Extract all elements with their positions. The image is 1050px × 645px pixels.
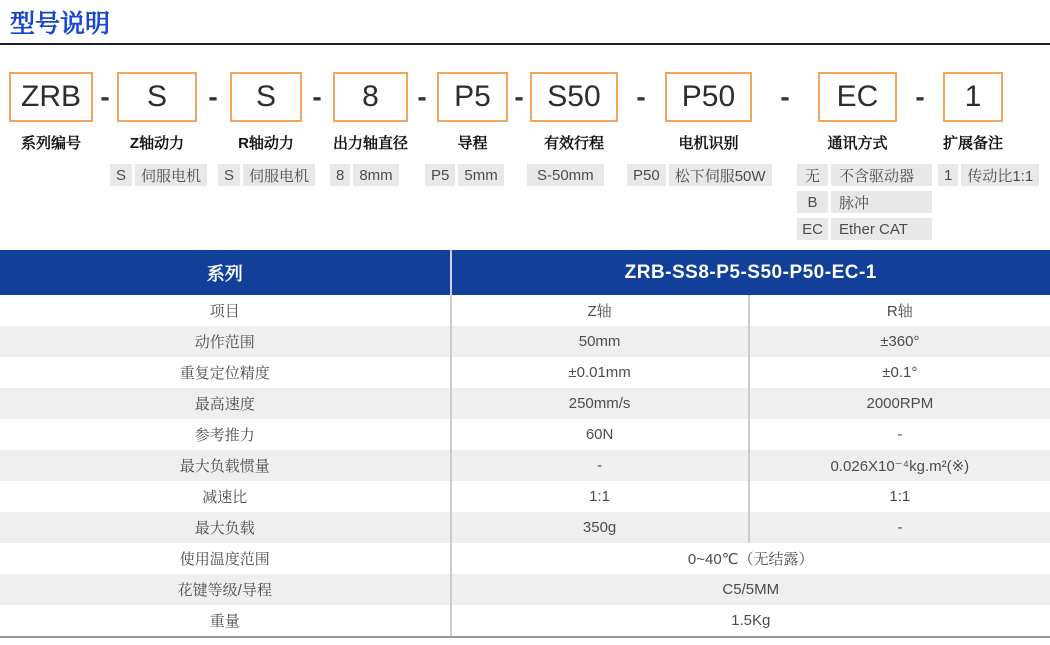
model-code-box: P50 <box>665 72 752 122</box>
model-code-segment-shaft-diameter <box>333 72 408 153</box>
row-label-cell: 重量 <box>0 605 452 636</box>
table-row <box>0 512 1050 543</box>
r-axis-cell: - <box>897 519 903 536</box>
model-code-box: EC <box>818 72 897 122</box>
model-code-box: S <box>117 72 197 122</box>
r-axis-cell: ±0.1° <box>882 364 918 381</box>
table-bottom-border <box>0 636 1050 638</box>
series-header-cell: 系列 <box>0 250 452 295</box>
legend-code-chip: B <box>797 191 828 213</box>
segment-label: 通讯方式 <box>827 135 888 152</box>
span-value-cell: 0~40℃（无结露） <box>687 551 814 568</box>
legend-shaft-diameter <box>330 164 399 186</box>
segment-label: 出力轴直径 <box>333 135 409 152</box>
legend-desc-chip: 伺服电机 <box>243 164 315 186</box>
model-code-box: P5 <box>437 72 508 122</box>
model-code-segment-r-power <box>230 72 302 153</box>
page-title: 型号说明 <box>10 10 111 38</box>
table-row-span <box>0 605 1050 636</box>
title-underline <box>0 43 1050 45</box>
row-label-cell: 最高速度 <box>0 388 452 419</box>
legend-stroke <box>527 164 604 186</box>
table-row-columns <box>0 295 1050 326</box>
legend-comm-row <box>797 191 932 213</box>
model-code-separator: - <box>915 81 925 112</box>
model-code-box: S <box>230 72 302 122</box>
r-axis-cell: 2000RPM <box>866 395 934 412</box>
legend-code-chip: 8 <box>330 164 350 186</box>
legend-z-power <box>110 164 207 186</box>
table-row <box>0 481 1050 512</box>
model-code-separator: - <box>100 81 110 112</box>
model-code-segment-extension <box>943 72 1003 153</box>
legend-comm-row <box>797 164 932 186</box>
model-code-separator: - <box>312 81 322 112</box>
model-code-box: 1 <box>943 72 1003 122</box>
legend-comm-options <box>797 164 932 240</box>
model-code-separator: - <box>417 81 427 112</box>
model-header-cell: ZRB-SS8-P5-S50-P50-EC-1 <box>624 261 877 283</box>
legend-code-chip: S <box>110 164 132 186</box>
legend-desc-chip: 松下伺服50W <box>669 164 772 186</box>
legend-lead <box>425 164 504 186</box>
row-label-cell: 最大负载惯量 <box>0 450 452 481</box>
legend-desc-chip: Ether CAT <box>831 218 932 240</box>
z-axis-cell: 1:1 <box>452 481 750 512</box>
span-value-cell: 1.5Kg <box>731 612 771 629</box>
legend-comm-row <box>797 218 932 240</box>
r-axis-cell: 1:1 <box>889 488 911 505</box>
table-row <box>0 419 1050 450</box>
legend-r-power <box>218 164 315 186</box>
row-label-cell: 最大负载 <box>0 512 452 543</box>
legend-extension <box>938 164 1039 186</box>
r-axis-cell: - <box>897 426 903 443</box>
table-row <box>0 388 1050 419</box>
segment-label: 有效行程 <box>543 135 604 152</box>
model-code-separator: - <box>636 81 646 112</box>
model-code-segment-series <box>9 72 93 153</box>
legend-desc-chip: 脉冲 <box>831 191 932 213</box>
model-code-separator: - <box>514 81 524 112</box>
model-code-segment-z-power <box>117 72 197 153</box>
model-code-segment-lead <box>437 72 508 153</box>
segment-label: Z轴动力 <box>129 135 185 152</box>
z-axis-cell: - <box>452 450 750 481</box>
z-axis-cell: ±0.01mm <box>452 357 750 388</box>
table-row-span <box>0 543 1050 574</box>
legend-motor <box>627 164 772 186</box>
r-axis-cell: R轴 <box>886 303 913 320</box>
legend-desc-chip: 8mm <box>353 164 398 186</box>
legend-code-chip: S <box>218 164 240 186</box>
r-axis-cell: 0.026X10⁻⁴kg.m²(※) <box>830 457 970 475</box>
row-label-cell: 减速比 <box>0 481 452 512</box>
model-code-separator: - <box>780 81 790 112</box>
spec-table <box>0 250 1050 638</box>
segment-label: 系列编号 <box>20 135 81 152</box>
legend-code-chip: P50 <box>627 164 666 186</box>
segment-label: 电机识别 <box>678 135 739 152</box>
r-axis-cell: ±360° <box>880 333 920 350</box>
legend-code-chip: 无 <box>797 164 828 186</box>
legend-desc-chip: 不含驱动器 <box>831 164 932 186</box>
table-row-span <box>0 574 1050 605</box>
row-label-cell: 使用温度范围 <box>0 543 452 574</box>
legend-desc-chip: 传动比1:1 <box>961 164 1039 186</box>
legend-code-chip: 1 <box>938 164 958 186</box>
segment-label: R轴动力 <box>238 135 294 152</box>
model-code-segment-motor <box>665 72 752 153</box>
z-axis-cell: Z轴 <box>452 295 750 326</box>
z-axis-cell: 350g <box>452 512 750 543</box>
spec-table-header <box>0 250 1050 295</box>
z-axis-cell: 50mm <box>452 326 750 357</box>
legend-desc-chip: S-50mm <box>527 164 604 186</box>
row-label-cell: 项目 <box>0 295 452 326</box>
model-code-box: 8 <box>333 72 408 122</box>
model-code-segment-comm <box>818 72 897 153</box>
model-code-box: ZRB <box>9 72 93 122</box>
z-axis-cell: 250mm/s <box>452 388 750 419</box>
model-code-segment-stroke <box>530 72 618 153</box>
row-label-cell: 动作范围 <box>0 326 452 357</box>
legend-desc-chip: 伺服电机 <box>135 164 207 186</box>
span-value-cell: C5/5MM <box>722 581 780 598</box>
model-code-box: S50 <box>530 72 618 122</box>
model-code-separator: - <box>208 81 218 112</box>
segment-label: 扩展备注 <box>943 135 1004 152</box>
row-label-cell: 花键等级/导程 <box>0 574 452 605</box>
legend-code-chip: EC <box>797 218 828 240</box>
table-row <box>0 326 1050 357</box>
legend-code-chip: P5 <box>425 164 455 186</box>
z-axis-cell: 60N <box>452 419 750 450</box>
row-label-cell: 重复定位精度 <box>0 357 452 388</box>
legend-comm-column <box>797 164 932 240</box>
legend-desc-chip: 5mm <box>458 164 503 186</box>
segment-label: 导程 <box>457 135 488 152</box>
table-row <box>0 357 1050 388</box>
table-row <box>0 450 1050 481</box>
row-label-cell: 参考推力 <box>0 419 452 450</box>
